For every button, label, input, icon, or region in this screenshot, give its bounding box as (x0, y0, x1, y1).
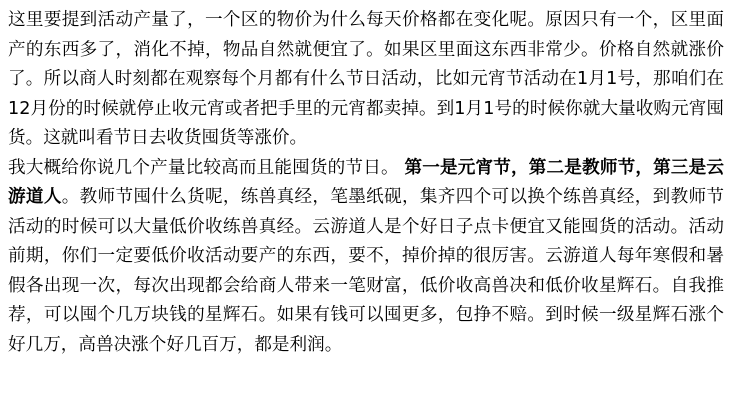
text-run: 我大概给你说几个产量比较高而且能囤货的节日。 (8, 157, 405, 178)
text-run: 。教师节囤什么货呢，练兽真经，笔墨纸砚，集齐四个可以换个练兽真经，到教师节活动的时候可以大量低价收练兽真经。云游道人是个好日子点卡便宜又能囤货的活动。活动前期，你们一定要低价收活动要产的东西，要不，掉价掉的很厉害。云游道人每年寒假和暑假各出现一次，每次出现都会给商人带来一笔财富，低价收高兽决和低价收星辉石。自我推荐，可以囤个几万块钱的星辉石。如果有钱可以囤更多，包挣不赔。到时候一级星辉石涨个好几万，高兽决涨个好几百万，都是利润。 (8, 187, 724, 355)
text-run-emphasis: 第一是元宵节，第二是教师节，第三是云游道人 (8, 157, 724, 207)
paragraph-2 (8, 154, 724, 361)
paragraph-1 (8, 6, 724, 154)
text-run: 这里要提到活动产量了，一个区的物价为什么每天价格都在变化呢。原因只有一个，区里面产的东西多了，消化不掉，物品自然就便宜了。如果区里面这东西非常少。价格自然就涨价了。所以商人时刻都在观察每个月都有什么节日活动，比如元宵节活动在1月1号，那咱们在12月份的时候就停止收元宵或者把手里的元宵都卖掉。到1月1号的时候你就大量收购元宵囤货。这就叫看节日去收货囤货等涨价。 (8, 10, 724, 148)
